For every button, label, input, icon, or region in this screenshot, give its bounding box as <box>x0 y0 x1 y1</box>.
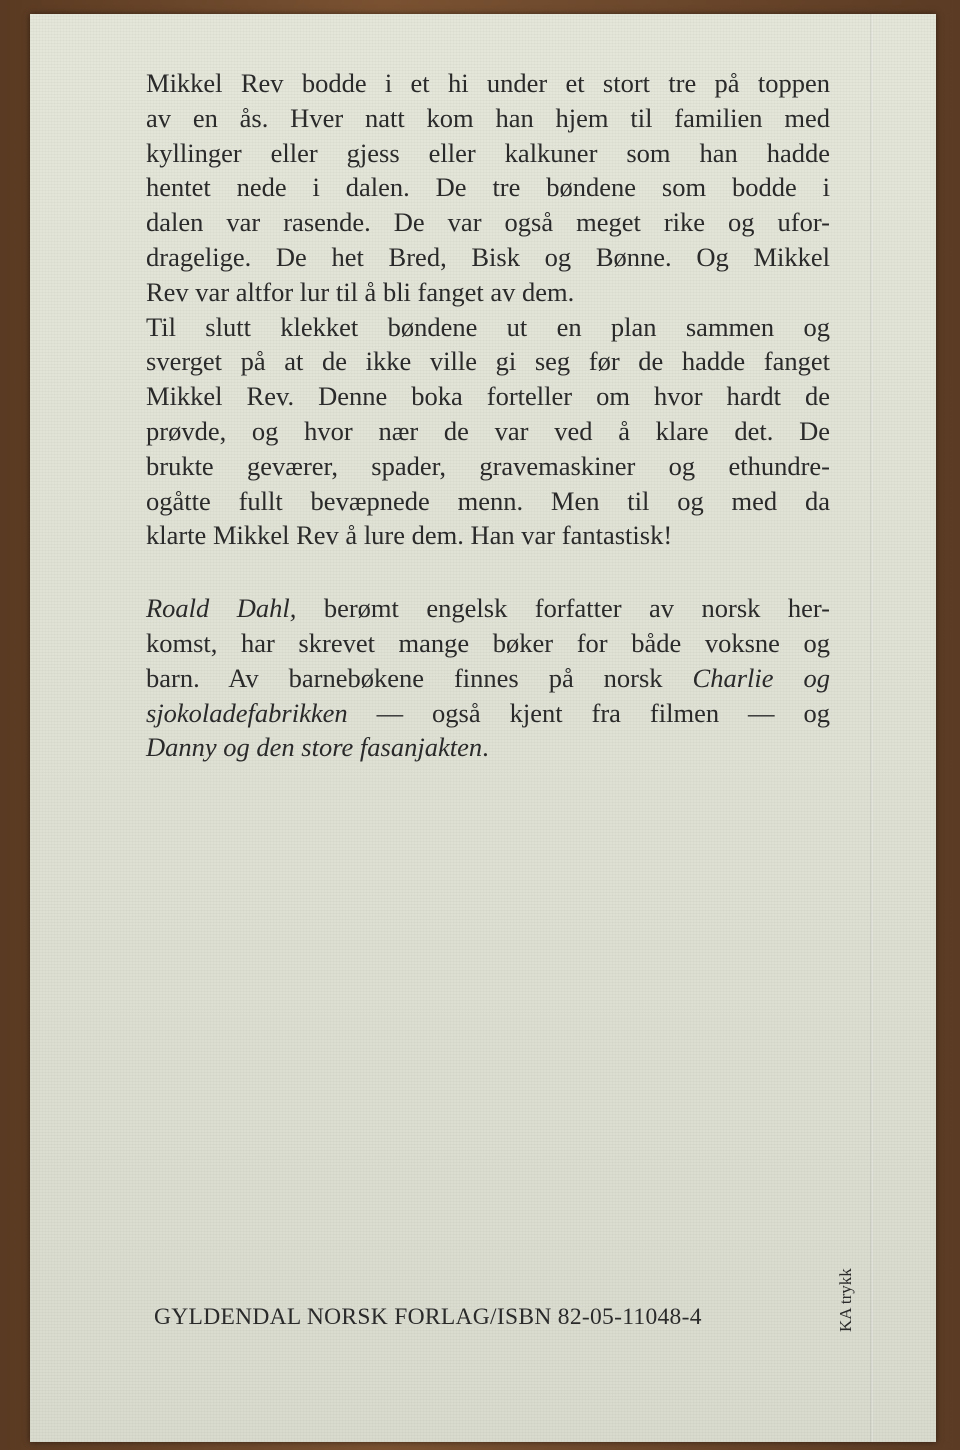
publisher-isbn: GYLDENDAL NORSK FORLAG/ISBN 82-05-11048-4 <box>154 1304 702 1330</box>
text-line <box>146 626 830 661</box>
text-segment: sverget på at de ikke ville gi seg før de hadde fanget <box>146 346 830 377</box>
text-segment: av en ås. Hver natt kom han hjem til familien med <box>146 102 830 133</box>
text-line <box>146 136 830 171</box>
paragraph-gap <box>146 553 830 591</box>
text-segment: Mikkel Rev bodde i et hi under et stort tre på toppen <box>146 68 830 98</box>
text-line <box>146 696 830 731</box>
text-line <box>146 449 830 484</box>
text-segment: dalen var rasende. De var også meget rike og ufor- <box>146 207 830 238</box>
text-line <box>146 414 830 449</box>
text-line <box>146 66 830 101</box>
text-segment: brukte geværer, spader, gravemaskiner og ethundre- <box>146 450 830 481</box>
text-segment: barn. Av barnebøkene finnes på norsk <box>146 662 693 693</box>
text-line <box>146 730 830 765</box>
italic-text: Roald Dahl, <box>146 593 297 624</box>
text-segment: klarte Mikkel Rev å lure dem. Han var fantastisk! <box>146 520 673 551</box>
text-segment: — også kjent fra filmen — og <box>347 697 830 728</box>
book-back-cover <box>30 14 936 1442</box>
text-segment: berømt engelsk forfatter av norsk her- <box>296 593 830 624</box>
paragraph <box>146 66 830 310</box>
text-line <box>146 344 830 379</box>
blurb-text <box>146 66 830 765</box>
text-segment: komst, har skrevet mange bøker for både voksne og <box>146 627 830 658</box>
text-segment: Mikkel Rev. Denne boka forteller om hvor hardt de <box>146 381 830 412</box>
text-line <box>146 591 830 626</box>
text-segment: . <box>482 732 489 763</box>
printer-credit: KA trykk <box>836 1268 855 1332</box>
text-segment: Rev var altfor lur til å bli fanget av dem. <box>146 276 575 307</box>
text-line <box>146 170 830 205</box>
text-line <box>146 484 830 519</box>
text-line <box>146 310 830 345</box>
text-line <box>146 518 830 553</box>
italic-text: Charlie og <box>692 662 830 693</box>
spine-fold <box>870 14 873 1442</box>
paragraph <box>146 591 830 765</box>
text-segment: hentet nede i dalen. De tre bøndene som bodde i <box>146 172 830 203</box>
text-line <box>146 379 830 414</box>
text-line <box>146 275 830 310</box>
italic-text: sjokoladefabrikken <box>146 697 348 728</box>
text-line <box>146 205 830 240</box>
text-line <box>146 240 830 275</box>
text-segment: Til slutt klekket bøndene ut en plan sammen og <box>146 311 830 342</box>
text-line <box>146 101 830 136</box>
text-line <box>146 661 830 696</box>
italic-text: Danny og den store fasanjakten <box>146 732 483 763</box>
text-segment: kyllinger eller gjess eller kalkuner som han hadde <box>146 137 830 168</box>
text-segment: ogåtte fullt bevæpnede menn. Men til og med da <box>146 485 830 516</box>
text-segment: dragelige. De het Bred, Bisk og Bønne. Og Mikkel <box>146 241 830 272</box>
text-segment: prøvde, og hvor nær de var ved å klare det. De <box>146 415 830 446</box>
paragraph <box>146 310 830 554</box>
